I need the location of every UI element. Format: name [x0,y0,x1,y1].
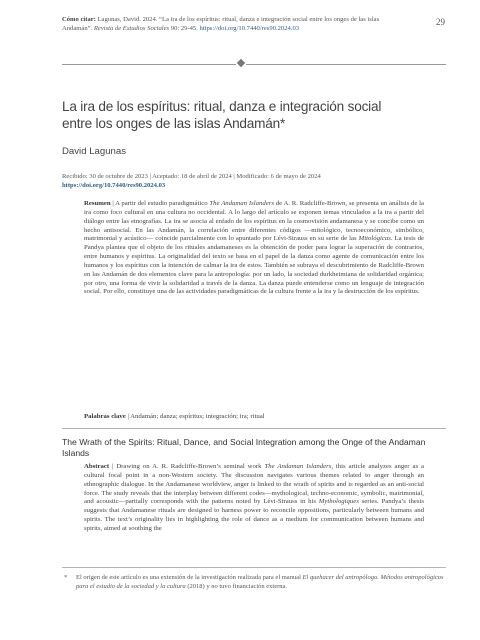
citation-header [62,16,402,33]
keywords-spanish [84,413,424,420]
citation-journal: Revista de Estudios Sociales [93,24,170,32]
abstract-en-series-title: Mythologiques [318,498,359,506]
abstract-en-text-3: series. Pandya’s thesis suggests that Andamanese rituals are designed to harness power to reconcile oppositions, particularly between humans and spirits. The text’s originality lies in highlighting the role of dance as a medium for communication between humans and spirits, aimed at soothing the [84,498,424,532]
footnote-divider [62,567,446,568]
article-title: La ira de los espíritus: ritual, danza e integración social entre los onges de las islas Andamán* [62,99,382,131]
abstract-en-text-2: , this article analyzes anger as a cultural focal point in a non-Western society. The discussion navigates various themes related to anger through an ethnographic dialogue. In the Andamanese worldview, anger is linked to the wrath of spirits and is regarded as an anti-social force. The study reveals that the interplay between different codes—mythological, techno-economic, symbolic, matrimonial, and acoustic—partially corresponds with the patterns noted by Lévi-Strauss in his [84,463,424,506]
abstract-en-label: Abstract [84,463,110,470]
abstract-en-text-1: | Drawing on A. R. Radcliffe-Brown’s seminal work [109,463,265,470]
abstract-spanish [84,200,424,297]
header-divider-right [246,64,446,65]
abstract-es-label: Resumen [84,200,111,207]
submission-dates: Recibido: 30 de octubre de 2023 | Aceptado: 18 de abril de 2024 | Modificado: 6 de mayo de 2024 [62,173,321,180]
citation-doi-link[interactable]: https://doi.org/10.7440/res90.2024.03 [199,24,300,32]
page-number: 29 [436,17,445,27]
footnote-text-1: El origen de este artículo es una extensión de la investigación realizada para el manual [76,574,303,581]
article-dates [62,172,422,190]
article-doi-link[interactable]: https://doi.org/10.7440/res90.2024.03 [62,182,166,189]
keywords-text: | Andamán; danza; espíritus; integración; ira; ritual [125,413,265,420]
footnote-manual-title: El quehacer del antropólogo. Métodos antropológicos para el estudio de la sociedad y la cultura [76,574,444,590]
abstract-en-book-title: The Andaman Islanders [264,463,332,470]
article-author: David Lagunas [62,146,127,157]
header-divider-left [62,64,236,65]
abstract-es-book-title: The Andaman Islanders [209,200,274,207]
citation-issue: 90: 29-45. [169,24,200,32]
divider-ornament [237,59,245,67]
abstract-es-text-1: | A partir del estudio paradigmático [110,200,210,207]
keywords-label: Palabras clave [84,413,126,420]
abstract-es-text-2: de A. R. Radcliffe-Brown, se presenta un análisis de la ira como foco cultural en una cultura no occidental. A lo largo del artículo se exponen temas vinculados a la ira a partir del diálogo entre las etnografías. La ira se asocia al enfado de los espíritus en la cosmovisión andamanesa y se concibe como un hecho antisocial. En las Andamán, la correlación entre diferentes códigos —mitológico, tecnoeconómico, simbólico, matrimonial y acústico— coincide parcialmente con lo apuntado por Lévi-Strauss en su serie de las [84,200,424,243]
citation-label: Cómo citar: [62,16,96,23]
footnote [76,574,446,592]
abstract-es-text-3: . La tesis de Pandya plantea que el objeto de los rituales andamaneses es la obtención de poder para lograr la superación de contrarios, entre humanos y espíritus. La originalidad del texto se basa en el papel de la danza como agente de comunicación entre los humanos y los espíritus con la intención de calmar la ira de estos. También se subraya el descubrimiento de Radcliffe-Brown en las Andamán de dos elementos clave para la antropología: por un lado, la sociedad durkheimiana de solidaridad orgánica; por otro, una forma de vivir la solidaridad a través de la danza. La danza puede entenderse como un lenguaje de integración social. Por ello, constituye una de las actividades paradigmáticas de la cultura frente a la ira y la destrucción de los espíritus. [84,235,424,296]
footnote-marker: * [64,574,68,581]
abstract-english [84,463,424,534]
english-title: The Wrath of the Spirits: Ritual, Dance, and Social Integration among the Onge of the Andaman Islands [62,437,426,458]
section-divider [62,428,446,429]
citation-text: Lagunas, David. 2024. “La ira de los espíritus: ritual, danza e integración social entre los onges de las islas Andamán”. [62,16,380,32]
abstract-es-series-title: Mitológicas [358,235,391,243]
footnote-text-2: (2018) y no tuvo financiación externa. [185,582,288,590]
